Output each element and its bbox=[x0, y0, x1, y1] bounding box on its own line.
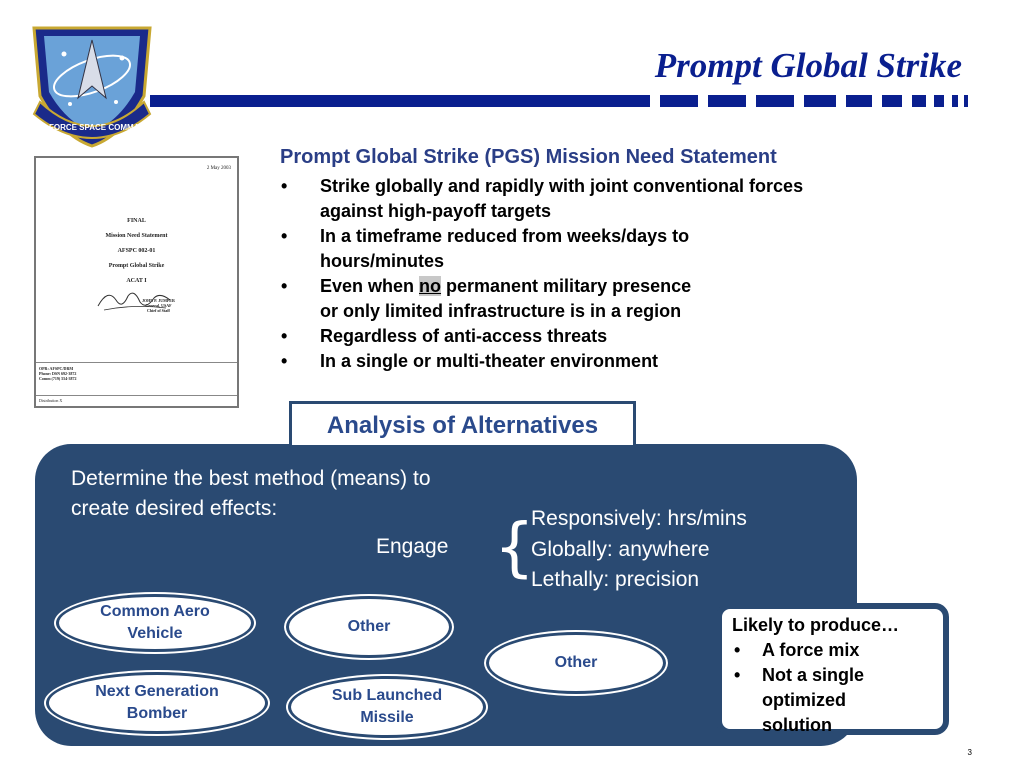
mns-item bbox=[280, 324, 960, 349]
outcome-item-text: optimized bbox=[762, 690, 846, 710]
outcome-item-text: A force mix bbox=[762, 640, 860, 660]
document-line: Mission Need Statement bbox=[105, 233, 168, 239]
header-rule-segment bbox=[934, 95, 944, 107]
logo-text: AIR FORCE SPACE COMMAND bbox=[32, 123, 152, 132]
effects-list bbox=[531, 504, 747, 596]
outcome-heading: Likely to produce… bbox=[732, 615, 900, 635]
document-date: 2 May 2003 bbox=[206, 166, 231, 171]
header-rule-segment bbox=[964, 95, 968, 107]
air-force-space-command-logo bbox=[26, 18, 158, 148]
header-rule-segment bbox=[660, 95, 698, 107]
header-rule-segment bbox=[708, 95, 746, 107]
mns-item-text: hours/minutes bbox=[320, 251, 445, 271]
alternative-common-aero-vehicle bbox=[56, 594, 254, 652]
mns-item-text: Strike globally and rapidly with joint conventional forces bbox=[320, 176, 804, 196]
alternative-label: Next Generation bbox=[95, 683, 219, 700]
header-rule-segment bbox=[882, 95, 902, 107]
mns-item-text: permanent military presence bbox=[441, 276, 692, 296]
document-line: AFSPC 002-01 bbox=[117, 248, 156, 254]
opr-line: Phone: DSN 692-3872 bbox=[39, 371, 77, 376]
analysis-of-alternatives-label: Analysis of Alternatives bbox=[289, 401, 636, 445]
bullet-icon: • bbox=[281, 326, 288, 346]
mns-heading: Prompt Global Strike (PGS) Mission Need Statement bbox=[280, 146, 777, 168]
panel-description bbox=[71, 464, 431, 524]
alternative-sub-launched-missile bbox=[288, 676, 486, 738]
mns-item bbox=[280, 349, 960, 374]
signature-line: Chief of Staff bbox=[146, 308, 170, 313]
mns-item-text: In a timeframe reduced from weeks/days to bbox=[320, 226, 690, 246]
document-divider bbox=[36, 395, 237, 396]
alternative-label: Other bbox=[554, 654, 598, 671]
page-number: 3 bbox=[967, 748, 972, 757]
mns-item bbox=[280, 274, 960, 324]
mns-item-text: Even when bbox=[320, 276, 420, 296]
document-line: ACAT I bbox=[126, 278, 147, 284]
outcome-item-text: Not a single bbox=[762, 665, 865, 685]
header-rule-segment bbox=[756, 95, 794, 107]
document-divider bbox=[36, 362, 237, 363]
engage-label: Engage bbox=[376, 535, 449, 558]
opr-line: OPR: AFSPC/DRM bbox=[39, 366, 74, 371]
bullet-icon: • bbox=[281, 276, 288, 296]
brace-icon: { bbox=[494, 511, 535, 585]
alternative-label: Other bbox=[347, 618, 391, 635]
opr-line: Comm (719) 554-3872 bbox=[39, 376, 77, 381]
slide-title: Prompt Global Strike bbox=[654, 46, 962, 85]
likely-outcome-box bbox=[716, 603, 949, 735]
header-rule-segment bbox=[804, 95, 836, 107]
bullet-icon: • bbox=[734, 665, 741, 685]
alternative-next-generation-bomber bbox=[46, 672, 268, 734]
mns-item-text: against high-payoff targets bbox=[320, 201, 552, 221]
header-rule bbox=[150, 95, 650, 107]
panel-line: create desired effects: bbox=[71, 497, 278, 520]
bullet-icon: • bbox=[281, 226, 288, 246]
emphasis-no: no bbox=[419, 276, 442, 296]
alternative-label: Bomber bbox=[126, 705, 188, 722]
panel-line: Determine the best method (means) to bbox=[71, 467, 431, 490]
mns-bullet-list bbox=[280, 174, 960, 374]
mns-item bbox=[280, 174, 960, 224]
signature-line: General, USAF bbox=[145, 303, 172, 308]
outcome-item-text: solution bbox=[762, 715, 832, 735]
signature-line: JOHN P. JUMPER bbox=[142, 298, 175, 303]
header-rule-segment bbox=[952, 95, 958, 107]
alternative-label: Vehicle bbox=[127, 625, 183, 642]
mns-item-text: In a single or multi-theater environment bbox=[320, 351, 659, 371]
effect-item: Globally: anywhere bbox=[531, 537, 710, 561]
alternative-other-2 bbox=[486, 632, 666, 694]
effect-item: Lethally: precision bbox=[531, 568, 700, 591]
bullet-icon: • bbox=[734, 640, 741, 660]
header-rule-segment bbox=[846, 95, 872, 107]
mission-need-statement-document bbox=[34, 156, 239, 408]
outcome-item bbox=[732, 663, 943, 738]
mns-item bbox=[280, 224, 960, 274]
mns-item-text: Regardless of anti-access threats bbox=[320, 326, 608, 346]
alternative-label: Sub Launched bbox=[331, 687, 443, 704]
mns-item-text: or only limited infrastructure is in a region bbox=[320, 301, 682, 321]
bullet-icon: • bbox=[281, 176, 288, 196]
distribution-line: Distribution X bbox=[39, 398, 63, 403]
document-line: Prompt Global Strike bbox=[108, 263, 165, 269]
alternative-label: Common Aero bbox=[100, 603, 210, 620]
alternative-other-1 bbox=[286, 596, 452, 658]
alternative-label: Missile bbox=[360, 709, 414, 726]
effect-item: Responsively: hrs/mins bbox=[531, 507, 747, 530]
header-rule-segment bbox=[912, 95, 926, 107]
bullet-icon: • bbox=[281, 351, 288, 371]
outcome-item bbox=[732, 638, 943, 663]
document-line: FINAL bbox=[127, 218, 146, 224]
